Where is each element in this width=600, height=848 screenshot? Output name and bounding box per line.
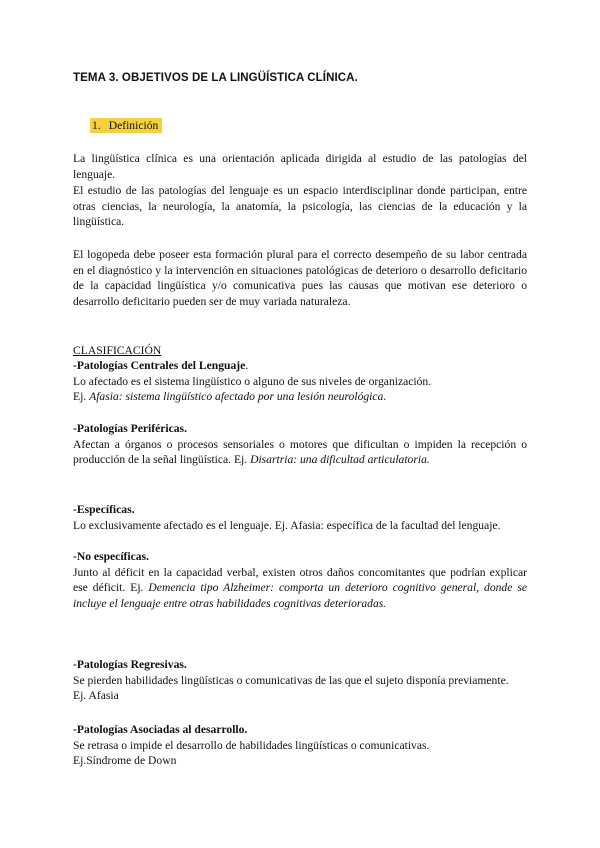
perifericas-example: Disartria: una dificultad articulatoria. [250,453,430,467]
definition-heading [90,118,162,133]
no-especificas-title: -No específicas. [73,550,149,563]
especificas-text: Lo exclusivamente afectado es el lenguaje. Ej. Afasia: específica de la facultad del lenguaje. [73,518,501,532]
desarrollo-title: -Patologías Asociadas al desarrollo. [73,723,248,736]
desarrollo-example: Ej.Síndrome de Down [73,754,177,768]
desarrollo-text: Se retrasa o impide el desarrollo de habilidades lingüísticas o comunicativas. [73,738,430,752]
perifericas-title: -Patologías Periféricas. [73,422,187,435]
section-centrales [73,358,527,405]
intro-paragraph-1: La lingüística clínica es una orientación aplicada dirigida al estudio de las patologías del lenguaje. [73,152,527,181]
intro-paragraph-3: El logopeda debe poseer esta formación plural para el correcto desempeño de su labor centrada en el diagnóstico y la intervención en situaciones patológicas de deterioro o desarrollo deficitario de la capacidad lingüística y/o comunicativa pues las causas que motivan ese deterioro o desarrollo deficitario pueden ser de muy variada naturaleza. [73,248,527,308]
definition-number: 1. [92,119,101,132]
regresivas-text: Se pierden habilidades lingüísticas o comunicativas de las que el sujeto disponía previamente. [73,673,509,687]
section-perifericas [73,421,527,468]
centrales-title: -Patologías Centrales del Lenguaje [73,359,246,372]
centrales-example: Afasia: sistema lingüístico afectado por una lesión neurológica. [89,390,387,404]
regresivas-title: -Patologías Regresivas. [73,658,187,671]
clasificacion-heading: CLASIFICACIÓN [73,344,162,357]
perifericas-text: Afectan a órganos o procesos sensoriales o motores que dificultan o impiden la recepción o producción de la señal lingüística. Ej. [73,437,527,467]
definition-label: Definición [108,119,159,132]
especificas-title: -Específicas. [73,503,135,516]
section-regresivas [73,657,527,704]
section-desarrollo [73,722,527,769]
no-especificas-example: Demencia tipo Alzheimer: comporta un deterioro cognitivo general, donde se incluye el lenguaje entre otras habilidades cognitivas deterioradas. [73,581,527,610]
document-title: TEMA 3. OBJETIVOS DE LA LINGÜÍSTICA CLÍNICA. [73,72,358,84]
section-especificas [73,502,527,533]
intro-paragraph-2: El estudio de las patologías del lenguaje es un espacio interdisciplinar donde participan, entre otras ciencias, la neurología, la anatomía, la psicología, las ciencias de la educación y la lingüística. [73,184,527,229]
centrales-title-end: . [245,359,249,372]
no-especificas-text: Junto al déficit en la capacidad verbal, existen otros daños concomitantes que podrían explicar ese déficit. Ej. [73,565,527,595]
section-no-especificas [73,549,527,611]
centrales-text: Lo afectado es el sistema lingüístico o alguno de sus niveles de organización. [73,374,432,388]
centrales-example-prefix: Ej. [73,390,90,404]
regresivas-example: Ej. Afasia [73,689,119,703]
